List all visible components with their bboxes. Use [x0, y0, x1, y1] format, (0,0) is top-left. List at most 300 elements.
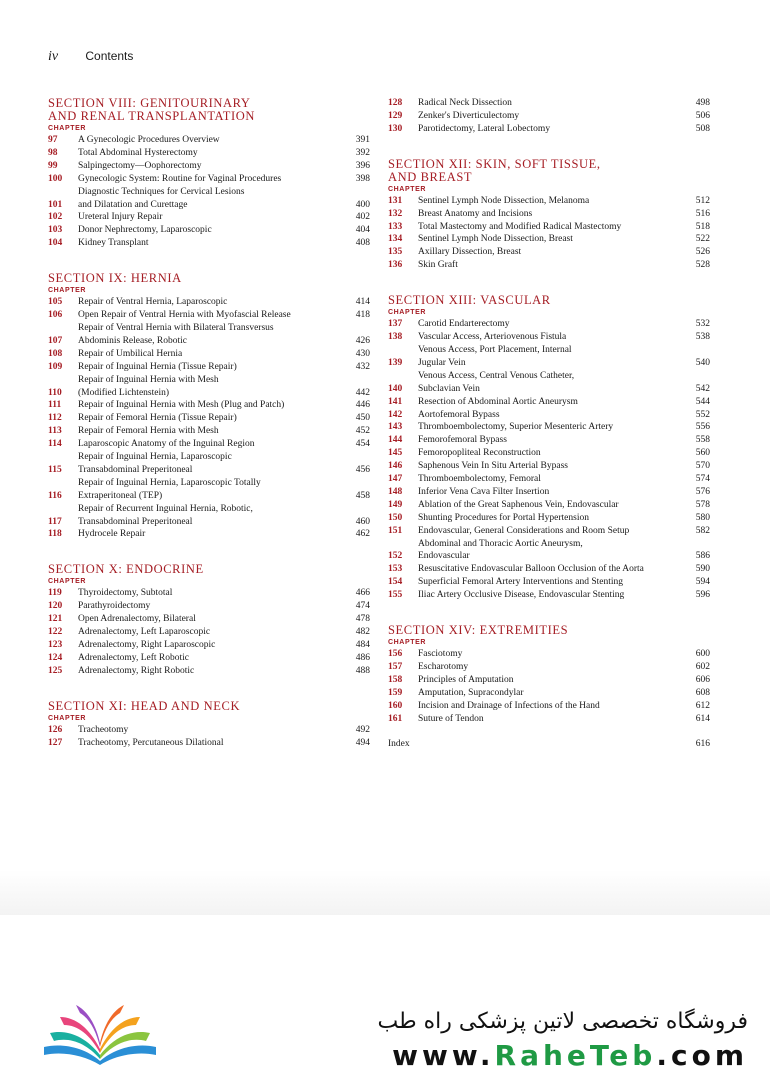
- toc-entry: [388, 512, 710, 525]
- page-ref: 518: [695, 221, 710, 232]
- chapter-number: 131: [388, 195, 403, 206]
- page-ref: 590: [695, 564, 710, 575]
- url-highlight: RaheTeb: [494, 1039, 657, 1072]
- chapter-title-line: Sentinel Lymph Node Dissection, Melanoma: [418, 195, 590, 206]
- watermark-footer: [0, 995, 770, 1080]
- page-ref: 418: [355, 310, 370, 321]
- chapter-number: 143: [388, 422, 403, 433]
- toc-entry: [388, 486, 710, 499]
- chapter-title-line: Adrenalectomy, Right Laparoscopic: [78, 640, 216, 650]
- chapter-number: 139: [388, 357, 403, 368]
- page-ref: 612: [695, 700, 710, 711]
- page-number: iv: [48, 49, 59, 64]
- chapter-number: 152: [388, 551, 403, 562]
- toc-entry: [48, 399, 370, 412]
- chapter-title: [78, 528, 338, 541]
- chapter-title: [78, 600, 338, 613]
- chapter-title: [418, 525, 678, 538]
- toc-entry: [48, 361, 370, 374]
- chapter-title-line: Aortofemoral Bypass: [418, 409, 500, 420]
- toc-entry: [48, 134, 370, 147]
- chapter-label: CHAPTER: [48, 578, 87, 586]
- chapter-title: [418, 499, 678, 512]
- chapter-title-line: Parotidectomy, Lateral Lobectomy: [418, 123, 551, 134]
- chapter-title-line: and Dilatation and Curettage: [78, 199, 188, 210]
- chapter-title: [418, 648, 678, 661]
- toc-entry: [388, 208, 710, 221]
- toc-section: [388, 624, 710, 725]
- chapter-title-line: Sentinel Lymph Node Dissection, Breast: [418, 234, 573, 245]
- toc-entry: [388, 538, 710, 564]
- toc-entry: [388, 700, 710, 713]
- chapter-title-line: Adrenalectomy, Left Laparoscopic: [78, 627, 211, 638]
- chapter-number: 109: [48, 361, 63, 372]
- toc-entry: [48, 613, 370, 626]
- chapter-title: [78, 737, 338, 750]
- chapter-title: [418, 563, 678, 576]
- chapter-number: 117: [48, 516, 62, 527]
- chapter-number: 97: [48, 135, 58, 145]
- toc-entry: [388, 648, 710, 661]
- toc-entry: [388, 110, 710, 123]
- section-title-line: SECTION IX: HERNIA: [48, 271, 182, 286]
- page-ref: 446: [355, 400, 370, 411]
- chapter-number: 149: [388, 499, 403, 510]
- toc-entry: [388, 421, 710, 434]
- toc-entry: [388, 499, 710, 512]
- chapter-number: 125: [48, 665, 63, 676]
- toc-entry: [388, 661, 710, 674]
- chapter-number: 138: [388, 332, 403, 343]
- page-ref: 596: [695, 590, 710, 601]
- page-ref: 432: [355, 361, 370, 372]
- page-ref: 542: [695, 383, 710, 394]
- chapter-number: 141: [388, 396, 403, 407]
- chapter-title-line: Resection of Abdominal Aortic Aneurysm: [418, 396, 578, 407]
- chapter-title-line: Thromboembolectomy, Superior Mesenteric Artery: [418, 422, 614, 433]
- chapter-title-line: Femoropopliteal Reconstruction: [418, 448, 541, 459]
- chapter-title: [418, 246, 678, 259]
- toc-section: [48, 700, 370, 750]
- chapter-title: [418, 486, 678, 499]
- chapter-title-line: Gynecologic System: Routine for Vaginal Procedures: [78, 173, 282, 184]
- chapter-number: 150: [388, 512, 403, 523]
- toc-entry: [48, 626, 370, 639]
- chapter-title: [418, 460, 678, 473]
- toc-entry: [388, 396, 710, 409]
- chapter-title-line: Iliac Artery Occlusive Disease, Endovascular Stenting: [418, 590, 625, 601]
- page-ref: 484: [355, 640, 370, 650]
- section-title: [48, 563, 370, 576]
- toc-entry: [388, 370, 710, 396]
- chapter-title: [78, 237, 338, 250]
- page-ref: 538: [695, 332, 710, 343]
- chapter-number: 107: [48, 335, 63, 346]
- chapter-title: [418, 331, 678, 344]
- page-ref: 608: [695, 687, 710, 698]
- chapter-title: [418, 123, 678, 136]
- chapter-title: [78, 322, 338, 348]
- toc-entry: [48, 737, 370, 750]
- chapter-title: [418, 259, 678, 272]
- page-ref: 602: [695, 662, 710, 672]
- chapter-title-line: Thromboembolectomy, Femoral: [418, 474, 541, 485]
- chapter-label: CHAPTER: [388, 639, 427, 647]
- chapter-title: [78, 613, 338, 626]
- page-ref: 494: [355, 737, 370, 748]
- chapter-title: [418, 318, 678, 331]
- chapter-number: 112: [48, 413, 62, 424]
- section-title: [48, 272, 370, 285]
- chapter-title: [418, 713, 678, 726]
- page-ref: 528: [695, 260, 710, 271]
- chapter-number: 151: [388, 525, 403, 536]
- chapter-number: 127: [48, 737, 63, 748]
- toc-entry: [388, 123, 710, 136]
- page-ref: 532: [695, 319, 710, 330]
- chapter-title-line: Repair of Recurrent Inguinal Hernia, Robotic,: [78, 503, 253, 514]
- page-ref: 508: [695, 123, 710, 134]
- chapter-title-line: Transabdominal Preperitoneal: [78, 464, 193, 475]
- chapter-label: CHAPTER: [48, 287, 87, 295]
- toc-entry: [48, 211, 370, 224]
- toc-section: [48, 272, 370, 541]
- chapter-title-line: Tracheotomy, Percutaneous Dilational: [78, 737, 224, 748]
- page-ref: 540: [695, 357, 710, 368]
- chapter-title-line: Salpingectomy—Oophorectomy: [78, 160, 202, 171]
- chapter-title-line: Fasciotomy: [418, 649, 463, 660]
- page-ref: 398: [355, 173, 370, 184]
- chapter-title: [418, 700, 678, 713]
- page-ref: 512: [695, 195, 710, 206]
- toc-entry: [388, 331, 710, 344]
- entry-list: [48, 134, 370, 250]
- toc-entry: [48, 652, 370, 665]
- section-title-line: AND BREAST: [388, 169, 473, 184]
- chapter-title: [78, 412, 338, 425]
- toc-entry: [48, 587, 370, 600]
- page-ref: 570: [695, 461, 710, 472]
- chapter-title: [418, 409, 678, 422]
- page-ref: 594: [695, 577, 710, 588]
- chapter-number: 155: [388, 590, 403, 601]
- toc-entry: [388, 687, 710, 700]
- chapter-title-line: Skin Graft: [418, 260, 458, 271]
- chapter-number: 99: [48, 160, 58, 171]
- toc-entry: [388, 460, 710, 473]
- chapter-number: 102: [48, 212, 63, 223]
- section-title: [48, 97, 370, 123]
- page-ref: 574: [695, 474, 710, 485]
- right-column: [388, 97, 710, 750]
- chapter-number: 158: [388, 674, 403, 685]
- page-ref: 414: [355, 297, 370, 308]
- chapter-title-line: Thyroidectomy, Subtotal: [78, 588, 173, 599]
- toc-entry: [48, 477, 370, 503]
- chapter-title-line: Repair of Femoral Hernia with Mesh: [78, 426, 219, 437]
- toc-entry: [48, 600, 370, 613]
- chapter-number: 115: [48, 464, 62, 475]
- toc-entry: [48, 348, 370, 361]
- toc-section: [48, 97, 370, 250]
- chapter-title: [418, 97, 678, 110]
- chapter-number: 153: [388, 564, 403, 575]
- chapter-number: 157: [388, 662, 403, 672]
- page-ref: 586: [695, 551, 710, 562]
- toc-entry: [388, 589, 710, 602]
- chapter-number: 130: [388, 123, 403, 134]
- chapter-title: [418, 110, 678, 123]
- toc-entry: [388, 447, 710, 460]
- chapter-title-line: Principles of Amputation: [418, 674, 514, 685]
- toc-entry: [48, 724, 370, 737]
- chapter-number: 142: [388, 409, 403, 420]
- page-ref: 614: [695, 713, 710, 724]
- chapter-title: [78, 503, 338, 529]
- chapter-title-line: Shunting Procedures for Portal Hypertension: [418, 512, 589, 523]
- page-ref: 600: [695, 649, 710, 660]
- toc-entry: [48, 528, 370, 541]
- running-head: [48, 47, 133, 66]
- chapter-title: [78, 425, 338, 438]
- toc-entry: [388, 318, 710, 331]
- toc-entry: [48, 147, 370, 160]
- page-ref: 466: [355, 588, 370, 599]
- toc-entry: [48, 412, 370, 425]
- chapter-title-line: Donor Nephrectomy, Laparoscopic: [78, 225, 212, 236]
- page-ref: 402: [355, 212, 370, 223]
- toc-entry: [388, 246, 710, 259]
- chapter-title: [78, 211, 338, 224]
- chapter-title-line: Repair of Inguinal Hernia, Laparoscopic Totally: [78, 477, 261, 488]
- chapter-title: [418, 221, 678, 234]
- toc-entry: [48, 451, 370, 477]
- chapter-number: 148: [388, 486, 403, 497]
- chapter-title-line: Adrenalectomy, Right Robotic: [78, 665, 195, 676]
- chapter-title-line: Total Mastectomy and Modified Radical Mastectomy: [418, 221, 622, 232]
- chapter-title: [78, 652, 338, 665]
- chapter-title-line: Repair of Inguinal Hernia, Laparoscopic: [78, 452, 232, 463]
- page-ref: 426: [355, 335, 370, 346]
- page-ref: 392: [355, 147, 370, 158]
- page-ref: 560: [695, 448, 710, 459]
- chapter-title: [78, 451, 338, 477]
- page-ref: 486: [355, 652, 370, 663]
- chapter-number: 126: [48, 724, 63, 735]
- page-ref: 516: [695, 208, 710, 219]
- chapter-number: 108: [48, 348, 63, 359]
- chapter-number: 128: [388, 98, 403, 108]
- chapter-title-line: Incision and Drainage of Infections of the Hand: [418, 700, 600, 711]
- chapter-title: [78, 160, 338, 173]
- chapter-title-line: Ureteral Injury Repair: [78, 212, 163, 223]
- chapter-title-line: Endovascular: [418, 551, 470, 562]
- page-ref: 526: [695, 247, 710, 258]
- chapter-title-line: Escharotomy: [418, 662, 469, 672]
- entry-list: [48, 724, 370, 750]
- page-ref: 544: [695, 396, 710, 407]
- chapter-title-line: Transabdominal Preperitoneal: [78, 516, 193, 527]
- url-prefix: www.: [392, 1039, 495, 1072]
- chapter-title: [418, 538, 678, 564]
- chapter-title-line: Radical Neck Dissection: [418, 98, 512, 108]
- chapter-title: [78, 348, 338, 361]
- chapter-title-line: Axillary Dissection, Breast: [418, 247, 522, 258]
- toc-entry: [48, 425, 370, 438]
- chapter-title: [78, 724, 338, 737]
- page-ref: 474: [355, 601, 370, 612]
- page-ref: 454: [355, 439, 370, 450]
- toc-entry: [48, 309, 370, 322]
- chapter-number: 129: [388, 110, 403, 121]
- chapter-number: 147: [388, 474, 403, 485]
- chapter-number: 113: [48, 426, 62, 437]
- chapter-title: [78, 186, 338, 212]
- chapter-title-line: Kidney Transplant: [78, 238, 149, 249]
- chapter-number: 133: [388, 221, 403, 232]
- page-ref: 452: [355, 426, 370, 437]
- chapter-number: 114: [48, 439, 62, 450]
- toc-section: [388, 158, 710, 272]
- chapter-title: [78, 224, 338, 237]
- toc-entry: [388, 195, 710, 208]
- chapter-number: 104: [48, 238, 63, 249]
- chapter-title: [78, 626, 338, 639]
- continued-entries: [388, 97, 710, 136]
- toc-section: [48, 563, 370, 677]
- chapter-title-line: Abdominis Release, Robotic: [78, 335, 187, 346]
- page-ref: 492: [355, 724, 370, 735]
- chapter-title-line: Subclavian Vein: [418, 383, 480, 394]
- chapter-number: 135: [388, 247, 403, 258]
- section-title-line: SECTION XII: SKIN, SOFT TISSUE,: [388, 156, 601, 171]
- toc-entry: [48, 639, 370, 652]
- chapter-label: CHAPTER: [388, 309, 427, 317]
- chapter-title: [78, 639, 338, 652]
- chapter-title: [78, 438, 338, 451]
- chapter-number: 140: [388, 383, 403, 394]
- page-ref: 578: [695, 499, 710, 510]
- index-entry: [388, 738, 710, 751]
- toc-entry: [48, 503, 370, 529]
- chapter-title-line: Repair of Inguinal Hernia (Tissue Repair): [78, 361, 237, 372]
- toc-entry: [388, 409, 710, 422]
- chapter-title: [418, 674, 678, 687]
- chapter-number: 124: [48, 652, 63, 663]
- page-ref: 582: [695, 525, 710, 536]
- chapter-title: [78, 134, 338, 147]
- chapter-title-line: Femorofemoral Bypass: [418, 435, 507, 446]
- section-title-line: SECTION XI: HEAD AND NECK: [48, 698, 241, 713]
- page-ref: 506: [695, 110, 710, 121]
- chapter-title-line: Hydrocele Repair: [78, 529, 146, 540]
- chapter-title-line: Repair of Femoral Hernia (Tissue Repair): [78, 413, 237, 424]
- chapter-number: 123: [48, 640, 63, 650]
- section-title-line: SECTION XIV: EXTREMITIES: [388, 623, 569, 638]
- page-ref: 478: [355, 614, 370, 625]
- chapter-number: 122: [48, 627, 63, 638]
- toc-entry: [388, 259, 710, 272]
- chapter-title: [418, 208, 678, 221]
- toc-entry: [48, 665, 370, 678]
- chapter-title: [418, 473, 678, 486]
- section-title: [48, 700, 370, 713]
- toc-entry: [388, 713, 710, 726]
- page-ref: 498: [695, 98, 710, 108]
- page-ref: 462: [355, 529, 370, 540]
- chapter-title: [418, 661, 678, 674]
- chapter-title-line: Laparoscopic Anatomy of the Inguinal Region: [78, 439, 255, 450]
- chapter-number: 111: [48, 400, 62, 411]
- chapter-title: [78, 147, 338, 160]
- section-title-line: SECTION X: ENDOCRINE: [48, 562, 204, 577]
- chapter-title: [418, 434, 678, 447]
- chapter-title: [418, 447, 678, 460]
- chapter-title-line: Extraperitoneal (TEP): [78, 490, 163, 501]
- chapter-title: [418, 512, 678, 525]
- chapter-label: CHAPTER: [48, 714, 87, 722]
- page-ref: 606: [695, 674, 710, 685]
- chapter-title-line: Tracheotomy: [78, 724, 129, 735]
- toc-entry: [48, 173, 370, 186]
- section-title: [388, 624, 710, 637]
- page-ref: 558: [695, 435, 710, 446]
- chapter-title: [418, 233, 678, 246]
- page-ref: 482: [355, 627, 370, 638]
- chapter-number: 105: [48, 297, 63, 308]
- toc-section: [388, 294, 710, 602]
- chapter-title-line: Ablation of the Great Saphenous Vein, Endovascular: [418, 499, 619, 510]
- chapter-title: [418, 421, 678, 434]
- chapter-number: 146: [388, 461, 403, 472]
- entry-list: [48, 296, 370, 541]
- chapter-title: [418, 195, 678, 208]
- chapter-title: [78, 399, 338, 412]
- chapter-title-line: Endovascular, General Considerations and Room Setup: [418, 525, 630, 536]
- book-logo-icon: [40, 1003, 160, 1067]
- toc-entry: [388, 576, 710, 589]
- page-ref: 576: [695, 486, 710, 497]
- chapter-title: [78, 309, 338, 322]
- entry-list: [388, 648, 710, 725]
- page-ref: 460: [355, 516, 370, 527]
- chapter-label: CHAPTER: [388, 185, 427, 193]
- page-ref: 408: [355, 238, 370, 249]
- chapter-number: 137: [388, 319, 403, 330]
- chapter-number: 159: [388, 687, 403, 698]
- toc-entry: [48, 237, 370, 250]
- chapter-number: 145: [388, 448, 403, 459]
- chapter-title: [78, 361, 338, 374]
- chapter-title-line: Vascular Access, Arteriovenous Fistula: [418, 332, 567, 343]
- toc-entry: [388, 221, 710, 234]
- chapter-title-line: Repair of Umbilical Hernia: [78, 348, 183, 359]
- chapter-title-line: Carotid Endarterectomy: [418, 319, 510, 330]
- page-ref: 391: [355, 135, 370, 145]
- chapter-title-line: Suture of Tendon: [418, 713, 484, 724]
- chapter-title-line: Total Abdominal Hysterectomy: [78, 147, 198, 158]
- chapter-number: 110: [48, 387, 62, 398]
- page-ref: 488: [355, 665, 370, 676]
- section-title-line: SECTION VIII: GENITOURINARY: [48, 96, 251, 110]
- entry-list: [388, 318, 710, 602]
- chapter-number: 136: [388, 260, 403, 271]
- chapter-number: 119: [48, 588, 62, 599]
- chapter-number: 160: [388, 700, 403, 711]
- section-title: [388, 294, 710, 307]
- chapter-number: 132: [388, 208, 403, 219]
- chapter-title-line: Inferior Vena Cava Filter Insertion: [418, 486, 550, 497]
